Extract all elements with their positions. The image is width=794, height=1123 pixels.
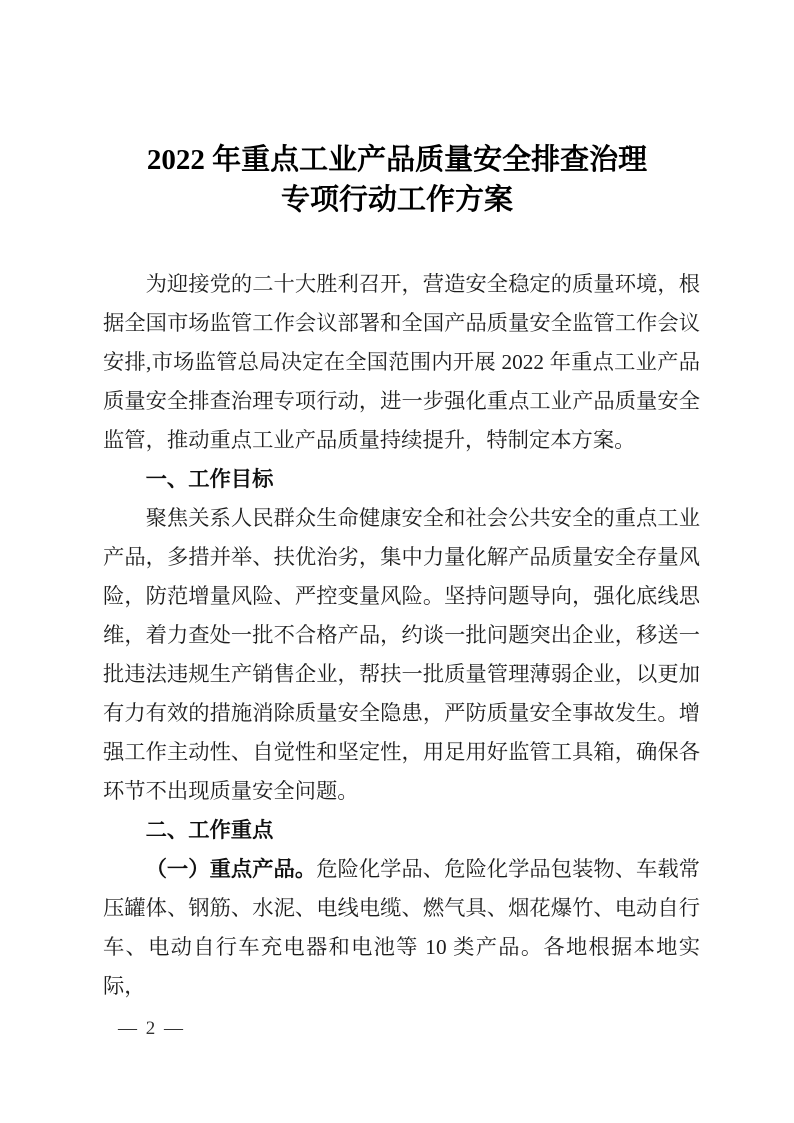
intro-paragraph: 为迎接党的二十大胜利召开，营造安全稳定的质量环境，根据全国市场监管工作会议部署和全国产品质量安全监管工作会议安排,市场监管总局决定在全国范围内开展 2022 年重点工业产品质量安全排查治理专项行动，进一步强化重点工业产品质量安全监管，推动重点工业产品质量持续提升，特制定本方案。 <box>103 272 700 452</box>
key-products-lead: （一）重点产品。 <box>145 857 317 881</box>
document-body <box>103 265 700 1006</box>
section-1-paragraph: 聚焦关系人民群众生命健康安全和社会公共安全的重点工业产品，多措并举、扶优治劣，集中力量化解产品质量安全存量风险，防范增量风险、严控变量风险。坚持问题导向，强化底线思维，着力查处一批不合格产品，约谈一批问题突出企业，移送一批违法违规生产销售企业，帮扶一批质量管理薄弱企业，以更加有力有效的措施消除质量安全隐患，严防质量安全事故发生。增强工作主动性、自觉性和坚定性，用足用好监管工具箱，确保各环节不出现质量安全问题。 <box>103 506 700 803</box>
page-number: — 2 — <box>118 1018 185 1039</box>
section-heading-work-goals: 一、工作目标 <box>145 467 274 491</box>
section-heading-work-focus: 二、工作重点 <box>145 818 274 842</box>
title-line-1: 2022 年重点工业产品质量安全排查治理 <box>146 144 648 176</box>
key-products-text: 危险化学品、危险化学品包装物、车载常压罐体、钢筋、水泥、电线电缆、燃气具、烟花爆竹、电动自行车、电动自行车充电器和电池等 10 类产品。各地根据本地实际， <box>103 857 700 998</box>
document-title <box>60 140 734 220</box>
title-line-2: 专项行动工作方案 <box>280 184 513 216</box>
key-products-paragraph <box>103 850 700 1006</box>
